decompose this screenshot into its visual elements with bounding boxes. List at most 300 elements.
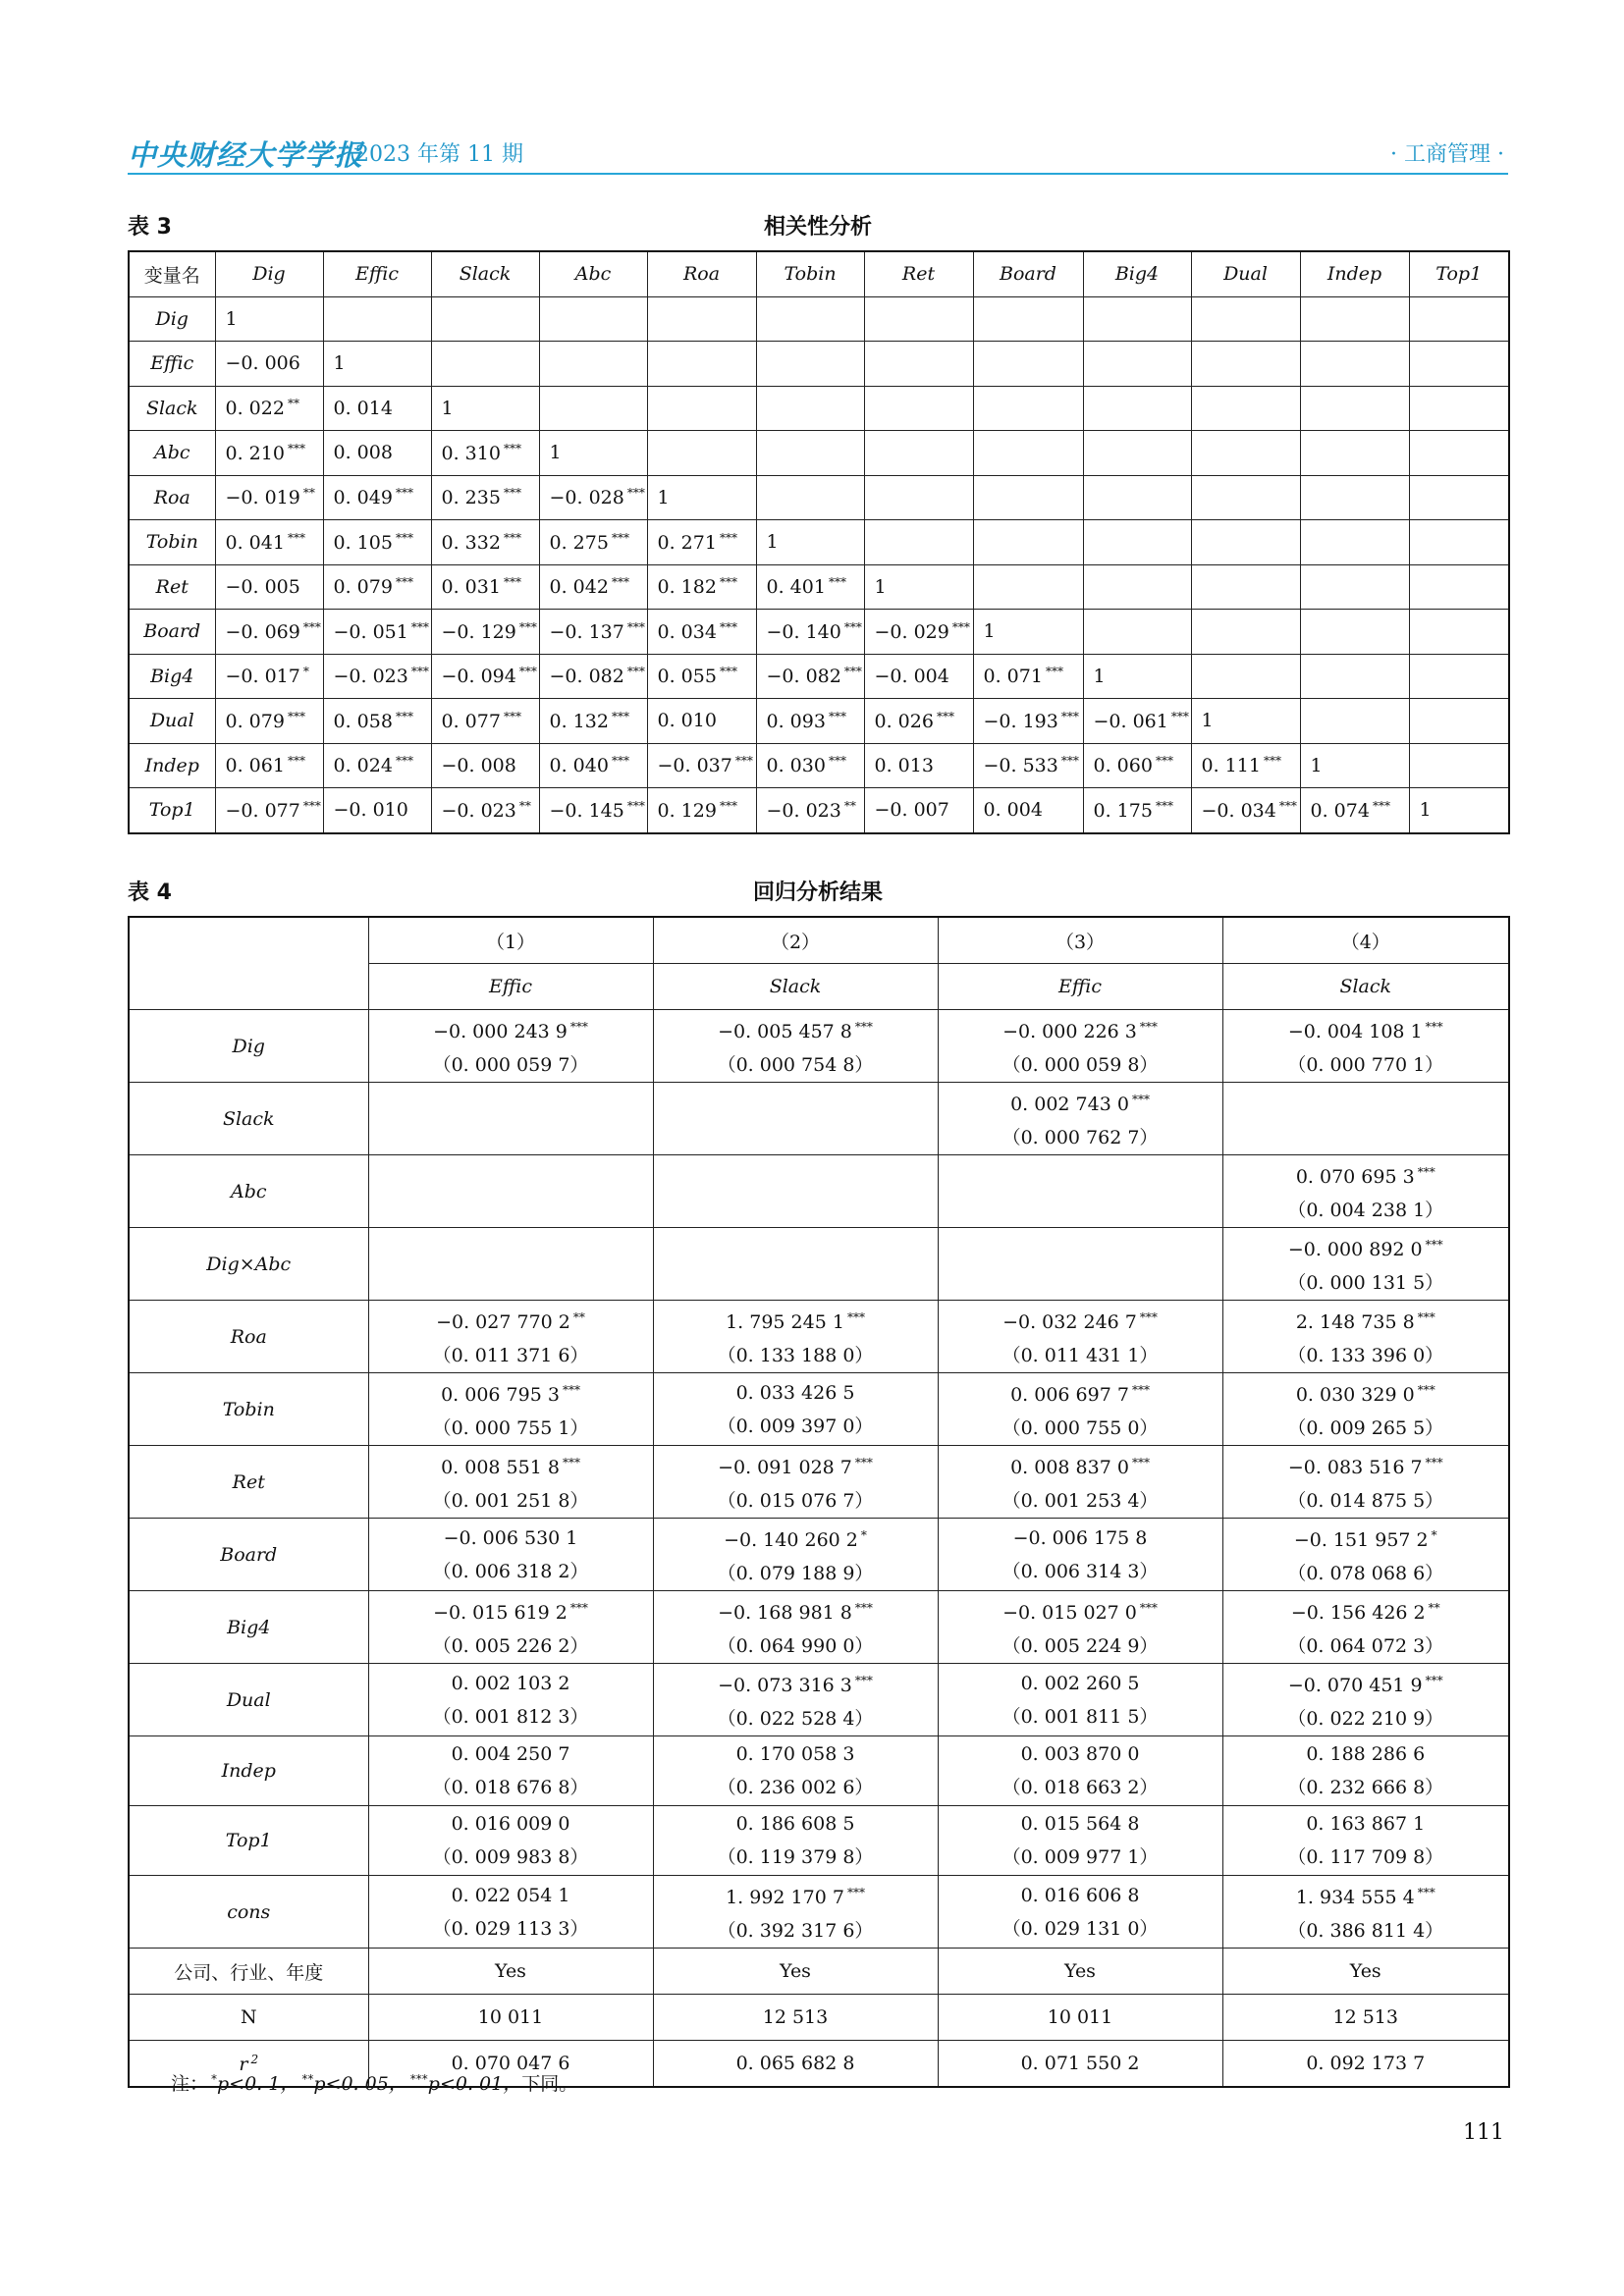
standard-error: （0. 064 990 0） [717,1635,874,1657]
table3-cell [1409,743,1509,788]
coefficient-line [369,1591,653,1629]
table3-cell [647,654,756,699]
standard-error: （0. 001 811 5） [1001,1705,1159,1728]
table3-cell [864,431,973,476]
table3-header-row [129,251,1509,296]
coefficient-value: −0. 029 [874,620,949,643]
coefficient-value: 0. 401 [766,576,826,599]
coefficient-value: 0. 042 [549,576,609,599]
table3-cell [1083,296,1191,342]
table3-cell [1191,475,1300,520]
table4-row-label: Dig [129,1010,368,1083]
note-star-1: * [211,2072,218,2086]
coefficient-value: 0. 030 [766,755,826,777]
significance-stars: *** [503,530,521,545]
coefficient-value: 0. 010 [657,710,717,732]
table4-cell [368,1519,653,1591]
table3-cell [647,386,756,431]
table3-cell [1409,564,1509,610]
significance-stars: *** [1417,1165,1435,1179]
table3-cell [1300,654,1409,699]
table3-cell [1083,431,1191,476]
coefficient-value: 1 [225,307,238,330]
table4-cell [938,1664,1222,1736]
table4-model-number: （4） [1222,917,1509,964]
coefficient-value: 0. 271 [657,531,717,554]
table3-cell [647,431,756,476]
fixed-effects-value: Yes [938,1949,1222,1995]
coefficient-value: 1. 992 170 7 [726,1887,844,1908]
table3-cell [864,475,973,520]
significance-stars: *** [395,575,413,590]
table3-cell [973,520,1083,565]
standard-error: （0. 015 076 7） [717,1490,874,1512]
significance-stars: *** [1139,1020,1158,1034]
significance-stars: *** [1417,1310,1435,1324]
standard-error: （0. 009 397 0） [717,1415,874,1437]
coefficient-line [369,1010,653,1048]
table4-row [129,1155,1509,1228]
table3-cell [756,431,864,476]
standard-error: （0. 000 754 8） [717,1054,874,1076]
significance-stars: ** [572,1310,585,1324]
table3-column-header: Slack [431,251,539,296]
coefficient-value: 0. 163 867 1 [1306,1813,1426,1835]
n-value: 12 513 [1222,1995,1509,2041]
note-text-2: p<0. 05， [313,2073,407,2095]
table3-cell [1409,699,1509,744]
table4-dependent-variable: Slack [1222,964,1509,1010]
coefficient-value: 0. 034 [657,620,717,643]
table4-row [129,1591,1509,1664]
coefficient-value: −0. 073 316 3 [718,1675,852,1696]
standard-error: （0. 006 318 2） [432,1560,589,1582]
coefficient-value: 0. 186 608 5 [735,1813,855,1835]
table4-cell [938,1806,1222,1876]
note-suffix: 下同。 [521,2073,578,2095]
standard-error: （0. 005 226 2） [432,1635,589,1657]
standard-error: （0. 000 770 1） [1287,1054,1444,1076]
table4-cell [1222,1446,1509,1519]
table3-cell [431,743,539,788]
standard-error: （0. 133 188 0） [717,1345,874,1366]
significance-stars: *** [503,441,521,455]
table3-column-header: Indep [1300,251,1409,296]
standard-error: （0. 079 188 9） [717,1563,874,1584]
coefficient-value: −0. 000 226 3 [1002,1021,1137,1042]
table4-row-label: Dual [129,1664,368,1736]
table3-cell [431,564,539,610]
coefficient-line [1223,1519,1509,1557]
coefficient-value: 0. 040 [549,755,609,777]
table3-cell [215,342,323,387]
standard-error: （0. 392 317 6） [717,1920,874,1942]
coefficient-line [939,1591,1222,1629]
coefficient-line [1223,1446,1509,1484]
table4-row-label: Tobin [129,1373,368,1446]
table3-cell [215,431,323,476]
significance-stars: *** [562,1383,580,1397]
table4-model-number: （2） [653,917,938,964]
coefficient-value: −0. 094 [441,666,516,688]
standard-error: （0. 000 762 7） [1001,1127,1159,1148]
coefficient-line [654,1591,938,1629]
table3-cell [431,296,539,342]
table4-cell [938,1083,1222,1155]
table3-cell [756,654,864,699]
table3-cell [973,610,1083,655]
coefficient-line [369,1667,653,1700]
table3-column-header: Top1 [1409,251,1509,296]
coefficient-value: −0. 023 [441,799,516,822]
table4-cell [368,1155,653,1228]
table3-cell [973,386,1083,431]
coefficient-line [1223,1228,1509,1266]
coefficient-value: 0. 060 [1093,755,1153,777]
table3-row [129,386,1509,431]
coefficient-line [654,1376,938,1410]
significance-stars: *** [734,754,753,769]
coefficient-value: 1 [983,620,996,643]
table4-row [129,1083,1509,1155]
table3-cell [1300,520,1409,565]
coefficient-line [939,1737,1222,1771]
table3-row [129,610,1509,655]
significance-stars: *** [287,709,305,723]
table4-cell [938,1373,1222,1446]
table3-cell [1083,386,1191,431]
table3-cell [1191,610,1300,655]
significance-stars: *** [1417,1886,1435,1899]
r2-value: 0. 065 682 8 [653,2041,938,2088]
table4-row [129,1373,1509,1446]
table4-cell [938,1591,1222,1664]
table3-cell [431,475,539,520]
table3-cell [215,788,323,833]
coefficient-value: 0. 275 [549,531,609,554]
coefficient-value: −0. 015 619 2 [433,1602,568,1624]
coefficient-value: −0. 023 [766,799,841,822]
coefficient-value: 0. 129 [657,799,717,822]
table3-cell [973,431,1083,476]
significance-stars: *** [1425,1238,1443,1252]
coefficient-value: −0. 006 175 8 [1012,1526,1148,1549]
table3-cell [647,743,756,788]
coefficient-line [939,1373,1222,1412]
coefficient-value: −0. 017 [225,666,300,688]
table3-cell [756,520,864,565]
table3-row-label: Tobin [129,520,215,565]
table4-cell [938,1876,1222,1949]
coefficient-line [939,1667,1222,1700]
table3-cell [323,743,431,788]
table4-row [129,1446,1509,1519]
table3-cell [1409,342,1509,387]
standard-error: （0. 018 676 8） [432,1777,589,1798]
table3-cell [539,564,647,610]
table3-cell [864,520,973,565]
table3-cell [323,520,431,565]
table3-cell [323,699,431,744]
coefficient-value: −0. 034 [1201,799,1276,822]
page-number: 111 [1463,2120,1504,2145]
coefficient-value: −0. 070 451 9 [1287,1675,1423,1696]
table3-row-label: Effic [129,342,215,387]
significance-stars: *** [951,619,970,634]
table4-cell [368,1876,653,1949]
table3-cell [1300,788,1409,833]
coefficient-value: −0. 000 892 0 [1287,1239,1423,1260]
coefficient-value: −0. 027 770 2 [436,1311,570,1333]
table3-row-label: Ret [129,564,215,610]
table3-cell [647,296,756,342]
coefficient-value: 2. 148 735 8 [1295,1311,1415,1333]
significance-stars: *** [611,709,629,723]
standard-error: （0. 029 131 0） [1001,1917,1159,1940]
coefficient-value: 0. 332 [441,531,501,554]
coefficient-value: 0. 002 260 5 [1020,1672,1140,1694]
table4-cell [368,1446,653,1519]
significance-stars: *** [395,754,413,769]
table4-row-label: Ret [129,1446,368,1519]
table3-cell [539,654,647,699]
significance-stars: ** [843,798,856,813]
table3-cell [215,475,323,520]
coefficient-value: 1 [1419,799,1432,822]
n-label: N [129,1995,368,2041]
table3-cell [756,564,864,610]
significance-stars: *** [626,798,645,813]
coefficient-value: 0. 008 837 0 [1010,1457,1129,1478]
standard-error: （0. 011 371 6） [432,1345,589,1366]
table4-row [129,1519,1509,1591]
table3-cell [215,610,323,655]
table4-row-label: Big4 [129,1591,368,1664]
table4-cell [1222,1010,1509,1083]
significance-stars: *** [1060,709,1079,723]
coefficient-value: 0. 188 286 6 [1306,1743,1426,1765]
section-name: · 工商管理 · [1390,142,1504,167]
table3-cell [864,699,973,744]
coefficient-value: −0. 069 [225,620,300,643]
table4-cell [938,1155,1222,1228]
table4-cell [653,1083,938,1155]
table4-row [129,1664,1509,1736]
table3-cell [323,296,431,342]
table3-cell [756,296,864,342]
table3-cell [647,475,756,520]
table3-cell [323,475,431,520]
coefficient-value: 1 [657,486,670,508]
table4-cell [1222,1876,1509,1949]
coefficient-line [939,1522,1222,1555]
table3-cell [973,743,1083,788]
fixed-effects-value: Yes [1222,1949,1509,1995]
standard-error: （0. 014 875 5） [1287,1490,1444,1512]
table4-cell [653,1155,938,1228]
table3-cell [1409,654,1509,699]
coefficient-value: −0. 006 [225,352,300,375]
significance-stars: *** [1045,665,1063,679]
table3-cell [215,520,323,565]
significance-stars: *** [611,530,629,545]
standard-error: （0. 232 666 8） [1287,1777,1444,1798]
page-header [128,130,1508,175]
table4-cell [368,1664,653,1736]
coefficient-line [939,1301,1222,1339]
table4-row [129,1876,1509,1949]
table3-cell [973,475,1083,520]
journal-name: 中央财经大学学报 [128,138,364,172]
table3-cell [973,564,1083,610]
significance-stars: *** [854,1674,873,1687]
table3-cell [539,431,647,476]
table3-cell [1191,520,1300,565]
coefficient-value: −0. 061 [1093,710,1168,732]
coefficient-value: −0. 028 [549,487,624,509]
coefficient-value: 0. 006 697 7 [1010,1384,1129,1406]
table3-cell [973,296,1083,342]
table3-cell [647,564,756,610]
table3-cell [431,610,539,655]
r2-label-exponent: 2 [250,2052,259,2066]
table3-cell [1300,743,1409,788]
coefficient-line [654,1519,938,1557]
coefficient-line [1223,1373,1509,1412]
coefficient-line [369,1879,653,1912]
table4-row-label: Board [129,1519,368,1591]
standard-error: （0. 386 811 4） [1287,1920,1444,1942]
significance-stars: *** [719,619,737,634]
coefficient-value: −0. 005 [225,575,300,598]
significance-stars: *** [1060,754,1079,769]
table3-cell [1191,386,1300,431]
coefficient-value: 0. 111 [1201,755,1261,777]
coefficient-line [1223,1010,1509,1048]
table3-cell [1191,788,1300,833]
table3-cell [647,699,756,744]
table3-column-header: Big4 [1083,251,1191,296]
significance-stars: ** [1428,1601,1440,1615]
coefficient-line [654,1301,938,1339]
significance-stars: *** [846,1886,865,1899]
table4-cell [938,1736,1222,1806]
coefficient-line [654,1664,938,1702]
significance-stars: *** [1139,1310,1158,1324]
table4-row-label: Roa [129,1301,368,1373]
table4-row-label: Slack [129,1083,368,1155]
table3-cell [1083,520,1191,565]
coefficient-value: 0. 079 [333,576,393,599]
table4-cell [653,1806,938,1876]
note-star-3: *** [409,2072,428,2086]
coefficient-value: −0. 006 530 1 [443,1526,578,1549]
coefficient-line [1223,1591,1509,1629]
table3-cell [1300,564,1409,610]
significance-stars: *** [569,1601,588,1615]
table3-cell [1191,296,1300,342]
table4-cell [1222,1736,1509,1806]
table3-cell [215,564,323,610]
table3-column-header: Roa [647,251,756,296]
coefficient-value: 1 [874,575,887,598]
coefficient-value: −0. 193 [983,710,1058,732]
table4-row-label: Indep [129,1736,368,1806]
table3-row [129,654,1509,699]
table3-row-label: Slack [129,386,215,431]
standard-error: （0. 009 265 5） [1287,1417,1444,1439]
table4-n-row [129,1995,1509,2041]
table4-row [129,1301,1509,1373]
significance-stars: *** [626,665,645,679]
table3-cell [756,475,864,520]
coefficient-value: −0. 019 [225,487,300,509]
n-value: 10 011 [938,1995,1222,2041]
table4-cell [938,1010,1222,1083]
significance-stars: *** [287,754,305,769]
coefficient-line [369,1373,653,1412]
significance-stars: *** [518,665,537,679]
table3-cell [647,788,756,833]
coefficient-value: 0. 006 795 3 [441,1384,560,1406]
r2-value: 0. 070 047 6 [368,2041,653,2088]
significance-stars: *** [410,619,429,634]
coefficient-value: −0. 533 [983,755,1058,777]
significance-stars: *** [828,709,846,723]
coefficient-value: 0. 031 [441,576,501,599]
coefficient-value: 0. 070 695 3 [1295,1166,1415,1188]
standard-error: （0. 009 983 8） [432,1846,589,1868]
coefficient-value: 0. 015 564 8 [1020,1813,1140,1835]
coefficient-value: 0. 074 [1310,799,1370,822]
table3-row-label: Dual [129,699,215,744]
coefficient-value: 0. 049 [333,487,393,509]
table3-column-header: Effic [323,251,431,296]
table4-cell [368,1591,653,1664]
table3-title: 相关性分析 [763,215,872,240]
table3-cell [973,654,1083,699]
significance-stars: *** [503,486,521,501]
table3-cell [1409,386,1509,431]
table4-cell [368,1736,653,1806]
coefficient-value: 1 [549,442,562,464]
table3-cell [1300,610,1409,655]
significance-stars: *** [626,486,645,501]
significance-stars: *** [503,575,521,590]
coefficient-line [1223,1876,1509,1914]
table3-cell [1191,564,1300,610]
table3-cell [323,386,431,431]
coefficient-value: 0. 016 606 8 [1020,1884,1140,1906]
table3-cell [1300,699,1409,744]
table3-cell [647,342,756,387]
coefficient-value: 0. 093 [766,710,826,732]
table3-cell [1300,342,1409,387]
table3-cell [1191,654,1300,699]
significance-stars: *** [503,709,521,723]
coefficient-value: −0. 077 [225,799,300,822]
significance-stars: *** [854,1456,873,1469]
table3-cell [323,788,431,833]
coefficient-value: 0. 014 [333,397,393,419]
table3-cell [973,788,1083,833]
table3-row [129,520,1509,565]
table3-cell [1409,610,1509,655]
coefficient-value: −0. 008 [441,754,516,776]
journal-issue: 2023 年第 11 期 [355,142,523,167]
table3-cell [1409,520,1509,565]
table3-cell [756,386,864,431]
